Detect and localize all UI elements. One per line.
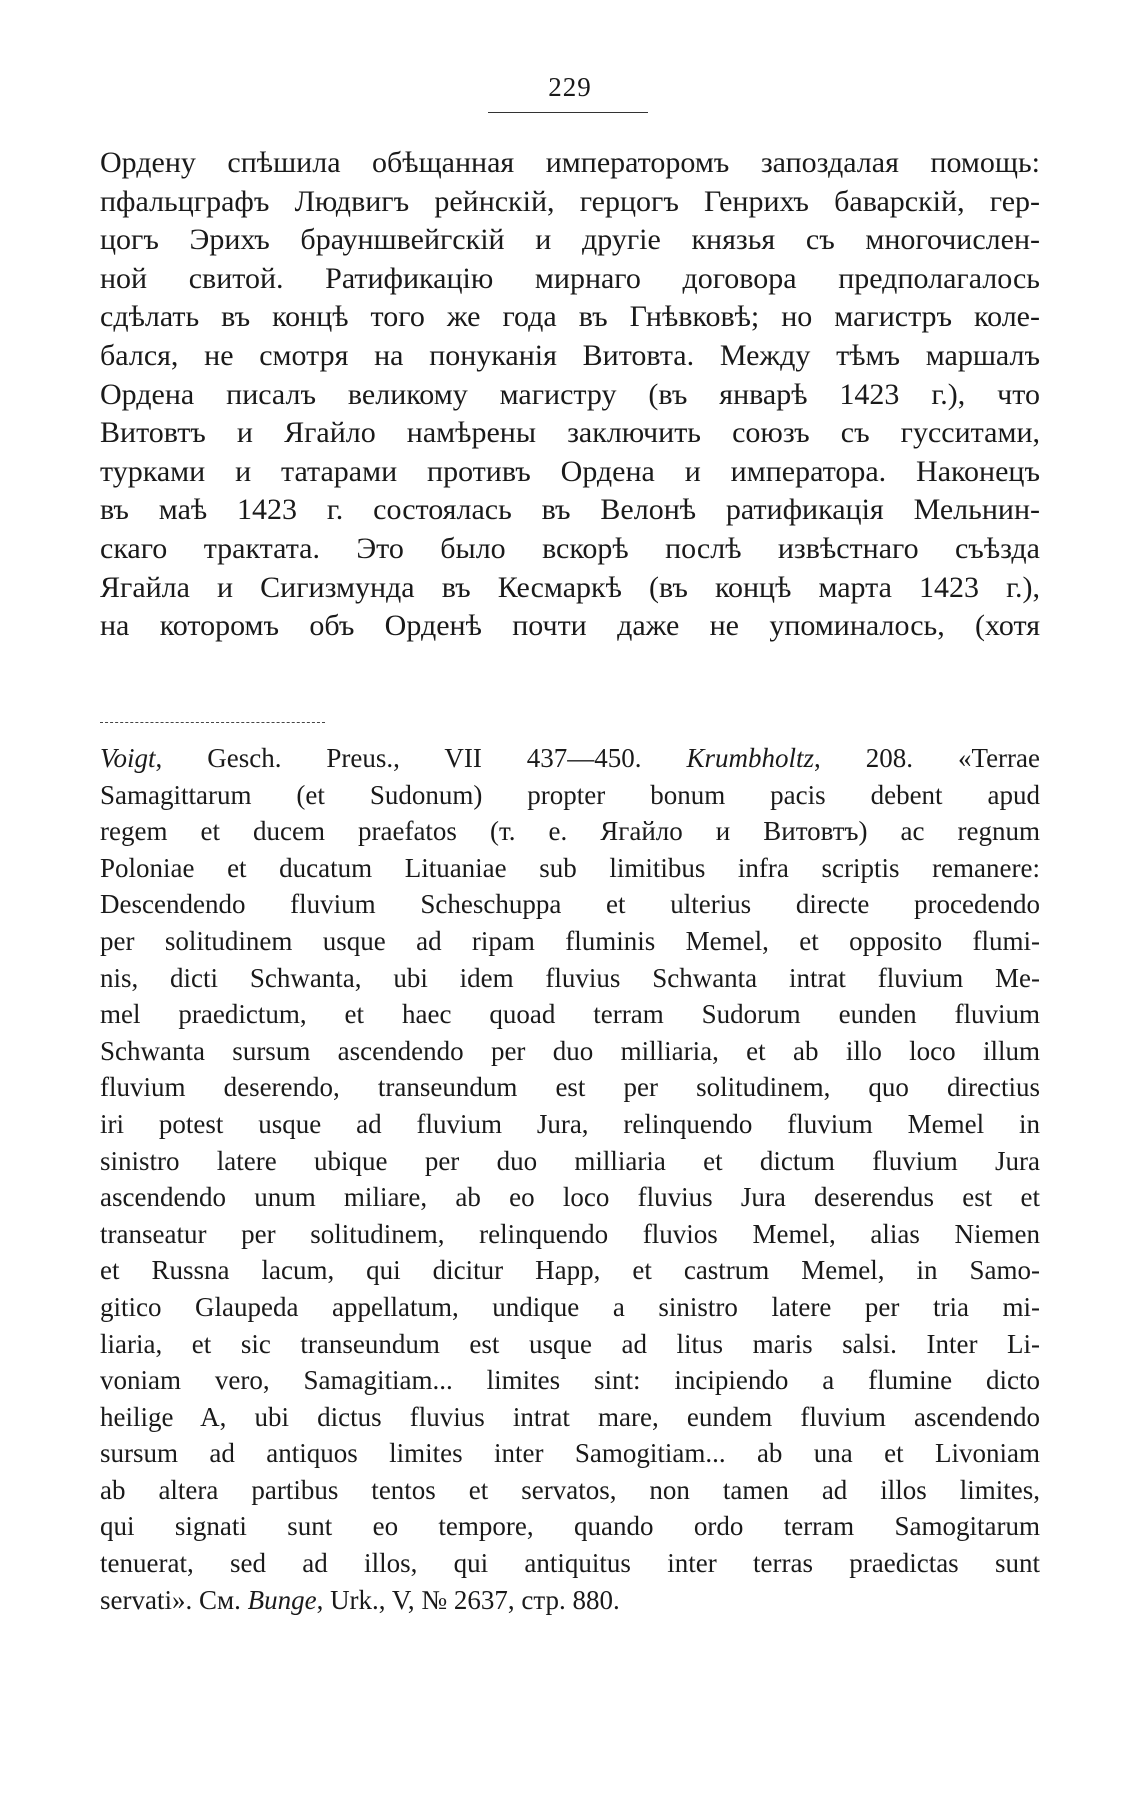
footnote-line: iri potest usque ad fluvium Jura, relinquendo fluvium Memel in xyxy=(100,1108,1040,1139)
text-line: скаго трактата. Это было вскорѣ послѣ извѣстнаго съѣзда xyxy=(100,531,1040,565)
footnote-line: ascendendo unum miliare, ab eo loco fluvius Jura deserendus est et xyxy=(100,1182,1040,1213)
citation-text: , Gesch. Preus., VII 437—450. xyxy=(155,743,687,773)
footnote-line: et Russna lacum, qui dicitur Happ, et castrum Memel, in Samo- xyxy=(100,1255,1040,1286)
text-line: турками и татарами противъ Ордена и императора. Наконецъ xyxy=(100,454,1040,488)
footnote-line: tenuerat, sed ad illos, qui antiquitus inter terras praedictas sunt xyxy=(100,1548,1040,1579)
text-line: ной свитой. Ратификацію мирнаго договора предполагалось xyxy=(100,261,1040,295)
footnote-line: regem et ducem praefatos (т. е. Ягайло и Витовтъ) ac regnum xyxy=(100,816,1040,847)
text-line: бался, не смотря на понуканія Витовта. Между тѣмъ маршалъ xyxy=(100,338,1040,372)
footnote-line: sursum ad antiquos limites inter Samogitiam... ab una et Livoniam xyxy=(100,1438,1040,1469)
footnote-line: voniam vero, Samagitiam... limites sint: incipiendo a flumine dicto xyxy=(100,1365,1040,1396)
footnote xyxy=(100,740,1040,1618)
footnote-line: sinistro latere ubique per duo milliaria et dictum fluvium Jura xyxy=(100,1145,1040,1176)
footnote-line: mel praedictum, et haec quoad terram Sudorum eunden fluvium xyxy=(100,999,1040,1030)
text-line: Витовтъ и Ягайло намѣрены заключить союзъ съ гусситами, xyxy=(100,416,1040,450)
main-text xyxy=(100,144,1040,646)
text-line: Ягайла и Сигизмунда въ Кесмаркѣ (въ концѣ марта 1423 г.), xyxy=(100,570,1040,604)
footnote-line: heilige A, ubi dictus fluvius intrat mare, eundem fluvium ascendendo xyxy=(100,1401,1040,1432)
text-line: цогъ Эрихъ брауншвейгскій и другіе князья съ многочислен- xyxy=(100,223,1040,257)
footnote-line: ab altera partibus tentos et servatos, non tamen ad illos limites, xyxy=(100,1474,1040,1505)
footnote-line xyxy=(100,1582,1040,1619)
header-rule xyxy=(488,112,648,113)
footnote-line: Samagittarum (et Sudonum) propter bonum pacis debent apud xyxy=(100,779,1040,810)
text-line: въ маѣ 1423 г. состоялась въ Велонѣ ратификація Мельнин- xyxy=(100,493,1040,527)
author-name: Bunge xyxy=(247,1584,317,1615)
author-name: Krumbholtz xyxy=(686,743,815,773)
text-line: Ордену спѣшила обѣщанная императоромъ запоздалая помощь: xyxy=(100,146,1040,179)
footnote-separator xyxy=(100,722,325,723)
page-number: 229 xyxy=(548,72,592,102)
citation-text: , 208. «Terrae xyxy=(814,743,1040,773)
footnote-line: transeatur per solitudinem, relinquendo fluvios Memel, alias Niemen xyxy=(100,1218,1040,1249)
footnote-line: qui signati sunt eo tempore, quando ordo terram Samogitarum xyxy=(100,1511,1040,1542)
footnote-line: fluvium deserendo, transeundum est per solitudinem, quo directius xyxy=(100,1072,1040,1103)
footnote-line: liaria, et sic transeundum est usque ad litus maris salsi. Inter Li- xyxy=(100,1328,1040,1359)
footnote-line xyxy=(100,740,1040,777)
footnote-line: Poloniae et ducatum Lituaniae sub limitibus infra scriptis remanere: xyxy=(100,852,1040,883)
footnote-line: Schwanta sursum ascendendo per duo milliaria, et ab illo loco illum xyxy=(100,1035,1040,1066)
citation-text: , Urk., V, № 2637, стр. 880. xyxy=(316,1584,620,1615)
text-line: Ордена писалъ великому магистру (въ январѣ 1423 г.), что xyxy=(100,377,1040,411)
footnote-line: per solitudinem usque ad ripam fluminis Memel, et opposito flumi- xyxy=(100,925,1040,956)
author-name: Voigt xyxy=(100,743,156,773)
footnote-line: nis, dicti Schwanta, ubi idem fluvius Schwanta intrat fluvium Me- xyxy=(100,962,1040,993)
text-line: пфальцграфъ Людвигъ рейнскій, герцогъ Генрихъ баварскій, гер- xyxy=(100,184,1040,218)
text-line: сдѣлать въ концѣ того же года въ Гнѣвковѣ; но магистръ коле- xyxy=(100,300,1040,334)
text-line: на которомъ объ Орденѣ почти даже не упоминалось, (хотя xyxy=(100,609,1040,643)
citation-text: servati». См. xyxy=(100,1584,248,1615)
footnote-line: Descendendo fluvium Scheschuppa et ulterius directe procedendo xyxy=(100,889,1040,920)
footnote-line: gitico Glaupeda appellatum, undique a sinistro latere per tria mi- xyxy=(100,1291,1040,1322)
